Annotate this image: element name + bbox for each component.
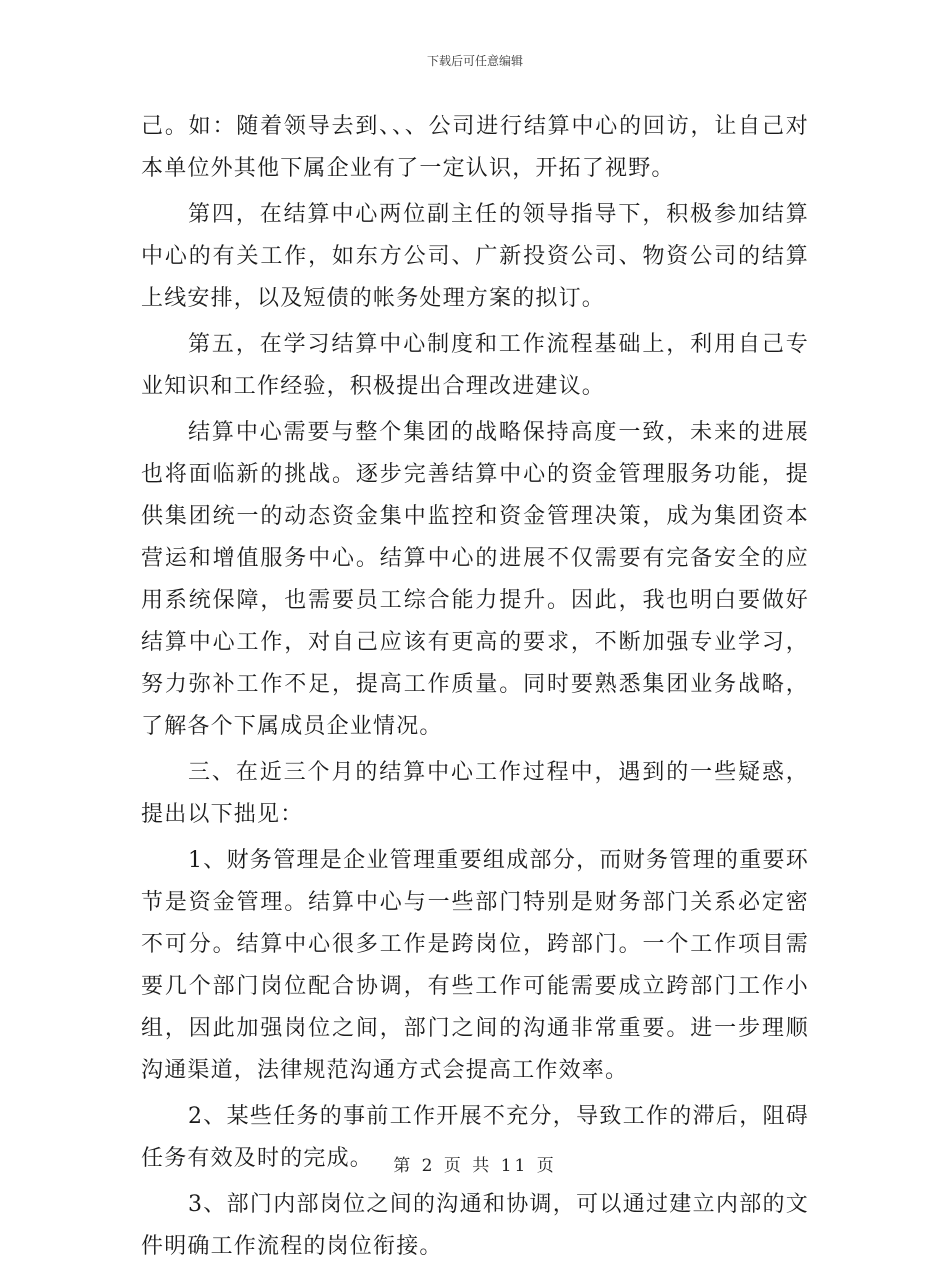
paragraph-fourth: 第四，在结算中心两位副主任的领导指导下，积极参加结算中心的有关工作，如东方公司、广新投资公司、物资公司的结算上线安排，以及短债的帐务处理方案的拟订。 — [141, 202, 809, 311]
paragraph-continuation: 己。如：随着领导去到、、、公司进行结算中心的回访，让自己对本单位外其他下属企业有了一定认识，开拓了视野。 — [141, 114, 809, 181]
paragraph-item-2: 2、某些任务的事前工作开展不充分，导致工作的滞后，阻碍任务有效及时的完成。 — [141, 1104, 809, 1171]
page-header: 下载后可任意编辑 — [426, 54, 523, 68]
page-number-footer: 第 2 页 共 11 页 — [393, 1156, 557, 1176]
paragraph-item-3: 3、部门内部岗位之间的沟通和协调，可以通过建立内部的文件明确工作流程的岗位衔接。 — [141, 1192, 809, 1259]
paragraph-fifth: 第五，在学习结算中心制度和工作流程基础上，利用自己专业知识和工作经验，积极提出合理改进建议。 — [141, 332, 809, 399]
paragraph-section-three: 三、在近三个月的结算中心工作过程中，遇到的一些疑惑，提出以下拙见： — [141, 760, 809, 827]
document-body — [141, 106, 809, 1272]
paragraph-item-1: 1、财务管理是企业管理重要组成部分，而财务管理的重要环节是资金管理。结算中心与一些部门特别是财务部门关系必定密不可分。结算中心很多工作是跨岗位，跨部门。一个工作项目需要几个部门岗位配合协调，有些工作可能需要成立跨部门工作小组，因此加强岗位之间，部门之间的沟通非常重要。进一步理顺沟通渠道，法律规范沟通方式会提高工作效率。 — [141, 848, 809, 1083]
paragraph-strategy: 结算中心需要与整个集团的战略保持高度一致，未来的进展也将面临新的挑战。逐步完善结算中心的资金管理服务功能，提供集团统一的动态资金集中监控和资金管理决策，成为集团资本营运和增值服务中心。结算中心的进展不仅需要有完备安全的应用系统保障，也需要员工综合能力提升。因此，我也明白要做好结算中心工作，对自己应该有更高的要求，不断加强专业学习，努力弥补工作不足，提高工作质量。同时要熟悉集团业务战略，了解各个下属成员企业情况。 — [141, 420, 809, 739]
